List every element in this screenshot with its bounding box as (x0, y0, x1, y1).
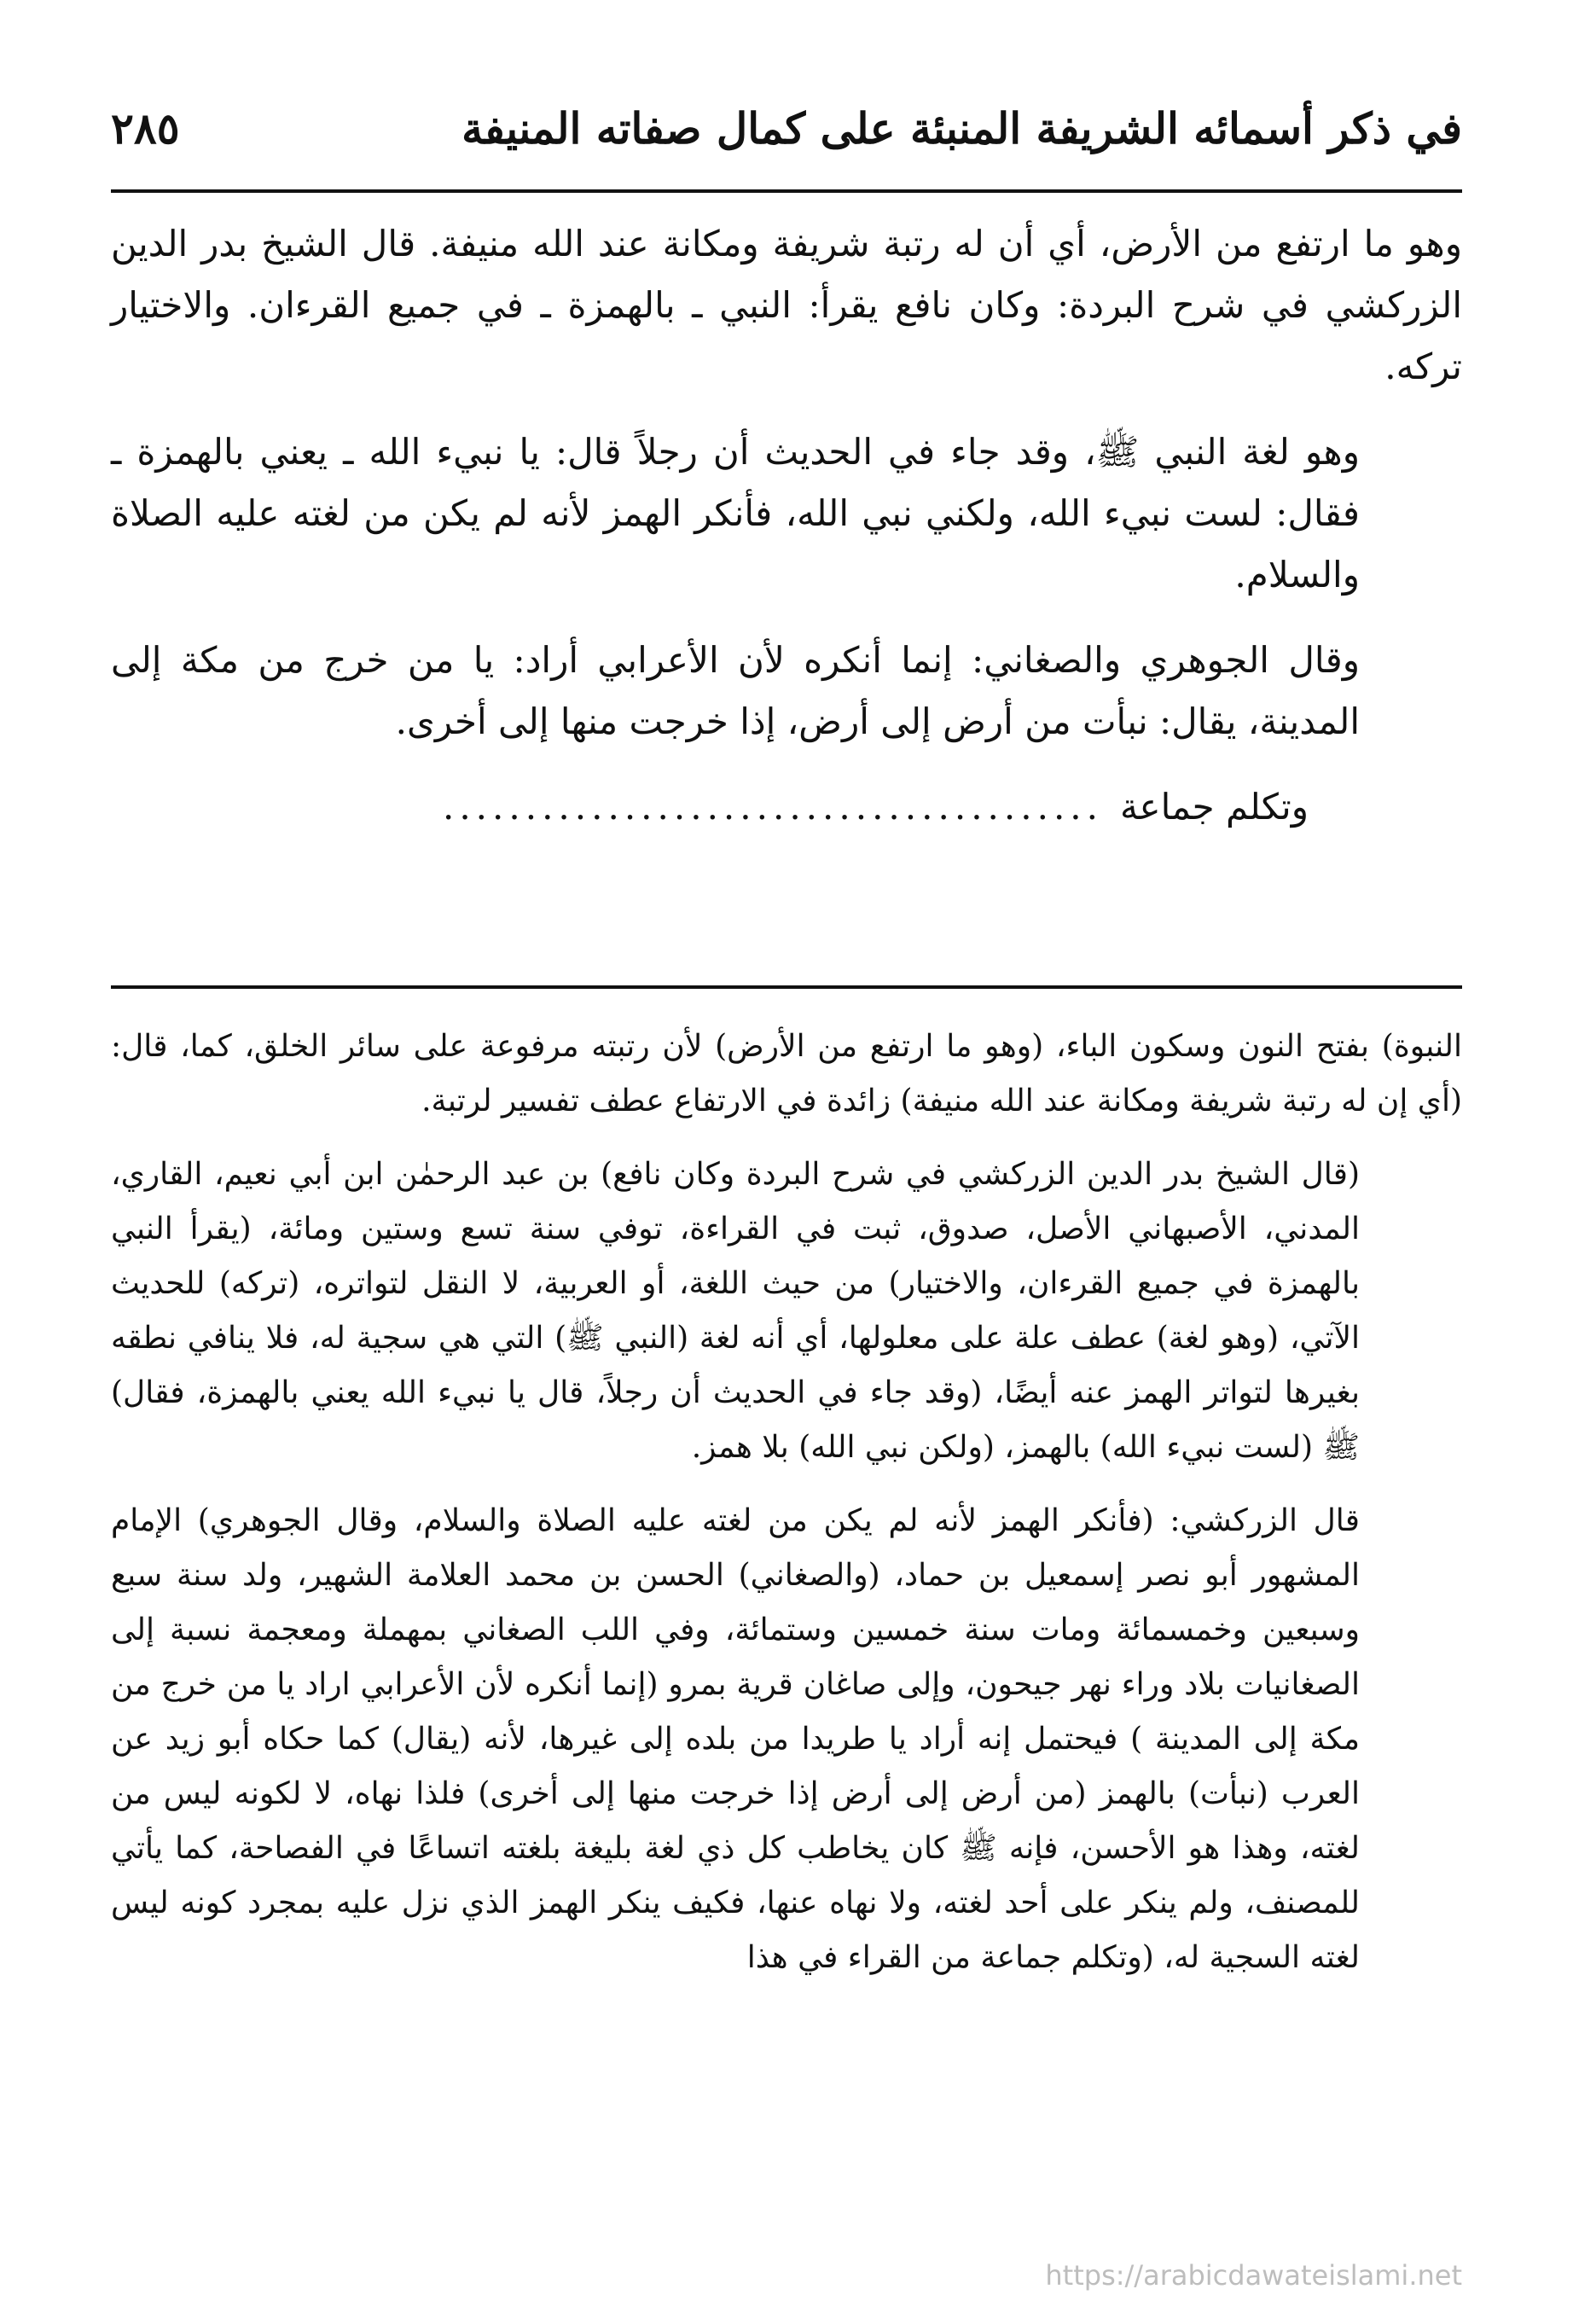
continuation-dots: ........................................ (442, 786, 1103, 828)
main-text (111, 213, 1462, 838)
commentary-divider (111, 985, 1462, 989)
commentary-paragraph: (قال الشيخ بدر الدين الزركشي في شرح البردة وكان نافع) بن عبد الرحمٰن ابن أبي نعيم، القاري، المدني، الأصبهاني الأصل، صدوق، ثبت في القراءة، توفي سنة تسع وستين ومائة، (يقرأ النبي بالهمزة في جميع القرءان، والاختيار) من حيث اللغة، أو العربية، لا النقل لتواتره، (تركه) للحديث الآتي، (وهو لغة) عطف علة على معلولها، أي أنه لغة (النبي ﷺ) التي هي سجية له، فلا ينافي نطقه بغيرها لتواتر الهمز عنه أيضًا، (وقد جاء في الحديث أن رجلاً، قال يا نبيء الله يعني بالهمزة، فقال) ﷺ (لست نبيء الله) بالهمز، (ولكن نبي الله) بلا همز. (111, 1157, 1360, 1465)
watermark-url: https://arabicdawateislami.net (1045, 2259, 1462, 2292)
page-number: ٢٨٥ (111, 102, 180, 154)
header-divider (111, 189, 1462, 193)
page-header (111, 94, 1462, 162)
main-paragraph: وهو لغة النبي ﷺ، وقد جاء في الحديث أن رجلاً قال: يا نبيء الله ـ يعني بالهمزة ـ فقال: لست نبيء الله، ولكني نبي الله، فأنكر الهمز لأنه لم يكن من لغته عليه الصلاة والسلام. (111, 431, 1360, 596)
commentary-text (111, 1020, 1462, 2004)
continuation-text: وتكلم جماعة (1120, 786, 1309, 828)
main-paragraph: وقال الجوهري والصغاني: إنما أنكره لأن الأعرابي أراد: يا من خرج من مكة إلى المدينة، يقال: نبأت من أرض إلى أرض، إذا خرجت منها إلى أخرى. (111, 639, 1360, 742)
running-title: في ذكر أسمائه الشريفة المنبئة على كمال صفاته المنيفة (461, 102, 1462, 154)
continuation-line (111, 776, 1462, 838)
commentary-paragraph: النبوة) بفتح النون وسكون الباء، (وهو ما ارتفع من الأرض) لأن رتبته مرفوعة على سائر الخلق، كما، قال: (أي إن له رتبة شريفة ومكانة عند الله منيفة) زائدة في الارتفاع عطف تفسير لرتبة. (111, 1029, 1462, 1118)
commentary-paragraph: قال الزركشي: (فأنكر الهمز لأنه لم يكن من لغته عليه الصلاة والسلام، وقال الجوهري) الإمام المشهور أبو نصر إسمعيل بن حماد، (والصغاني) الحسن بن محمد العلامة الشهير، ولد سنة سبع وسبعين وخمسمائة ومات سنة خمسين وستمائة، وفي اللب الصغاني بمهملة ومعجمة نسبة إلى الصغانيات بلاد وراء نهر جيحون، وإلى صاغان قرية بمرو (إنما أنكره لأن الأعرابي اراد يا من خرج من مكة إلى المدينة ) فيحتمل إنه أراد يا طريدا من بلده إلى غيرها، لأنه (يقال) كما حكاه أبو زيد عن العرب (نبأت) بالهمز (من أرض إلى أرض إذا خرجت منها إلى أخرى) فلذا نهاه، لا لكونه ليس من لغته، وهذا هو الأحسن، فإنه ﷺ كان يخاطب كل ذي لغة بليغة بلغته اتساعًا في الفصاحة، كما يأتي للمصنف، ولم ينكر على أحد لغته، ولا نهاه عنها، فكيف ينكر الهمز الذي نزل عليه بمجرد كونه ليس لغته السجية له، (وتكلم جماعة من القراء في هذا (111, 1503, 1360, 1975)
main-paragraph: وهو ما ارتفع من الأرض، أي أن له رتبة شريفة ومكانة عند الله منيفة. قال الشيخ بدر الدين الزركشي في شرح البردة: وكان نافع يقرأ: النبي ـ بالهمزة ـ في جميع القرءان. والاختيار تركه. (111, 223, 1462, 387)
